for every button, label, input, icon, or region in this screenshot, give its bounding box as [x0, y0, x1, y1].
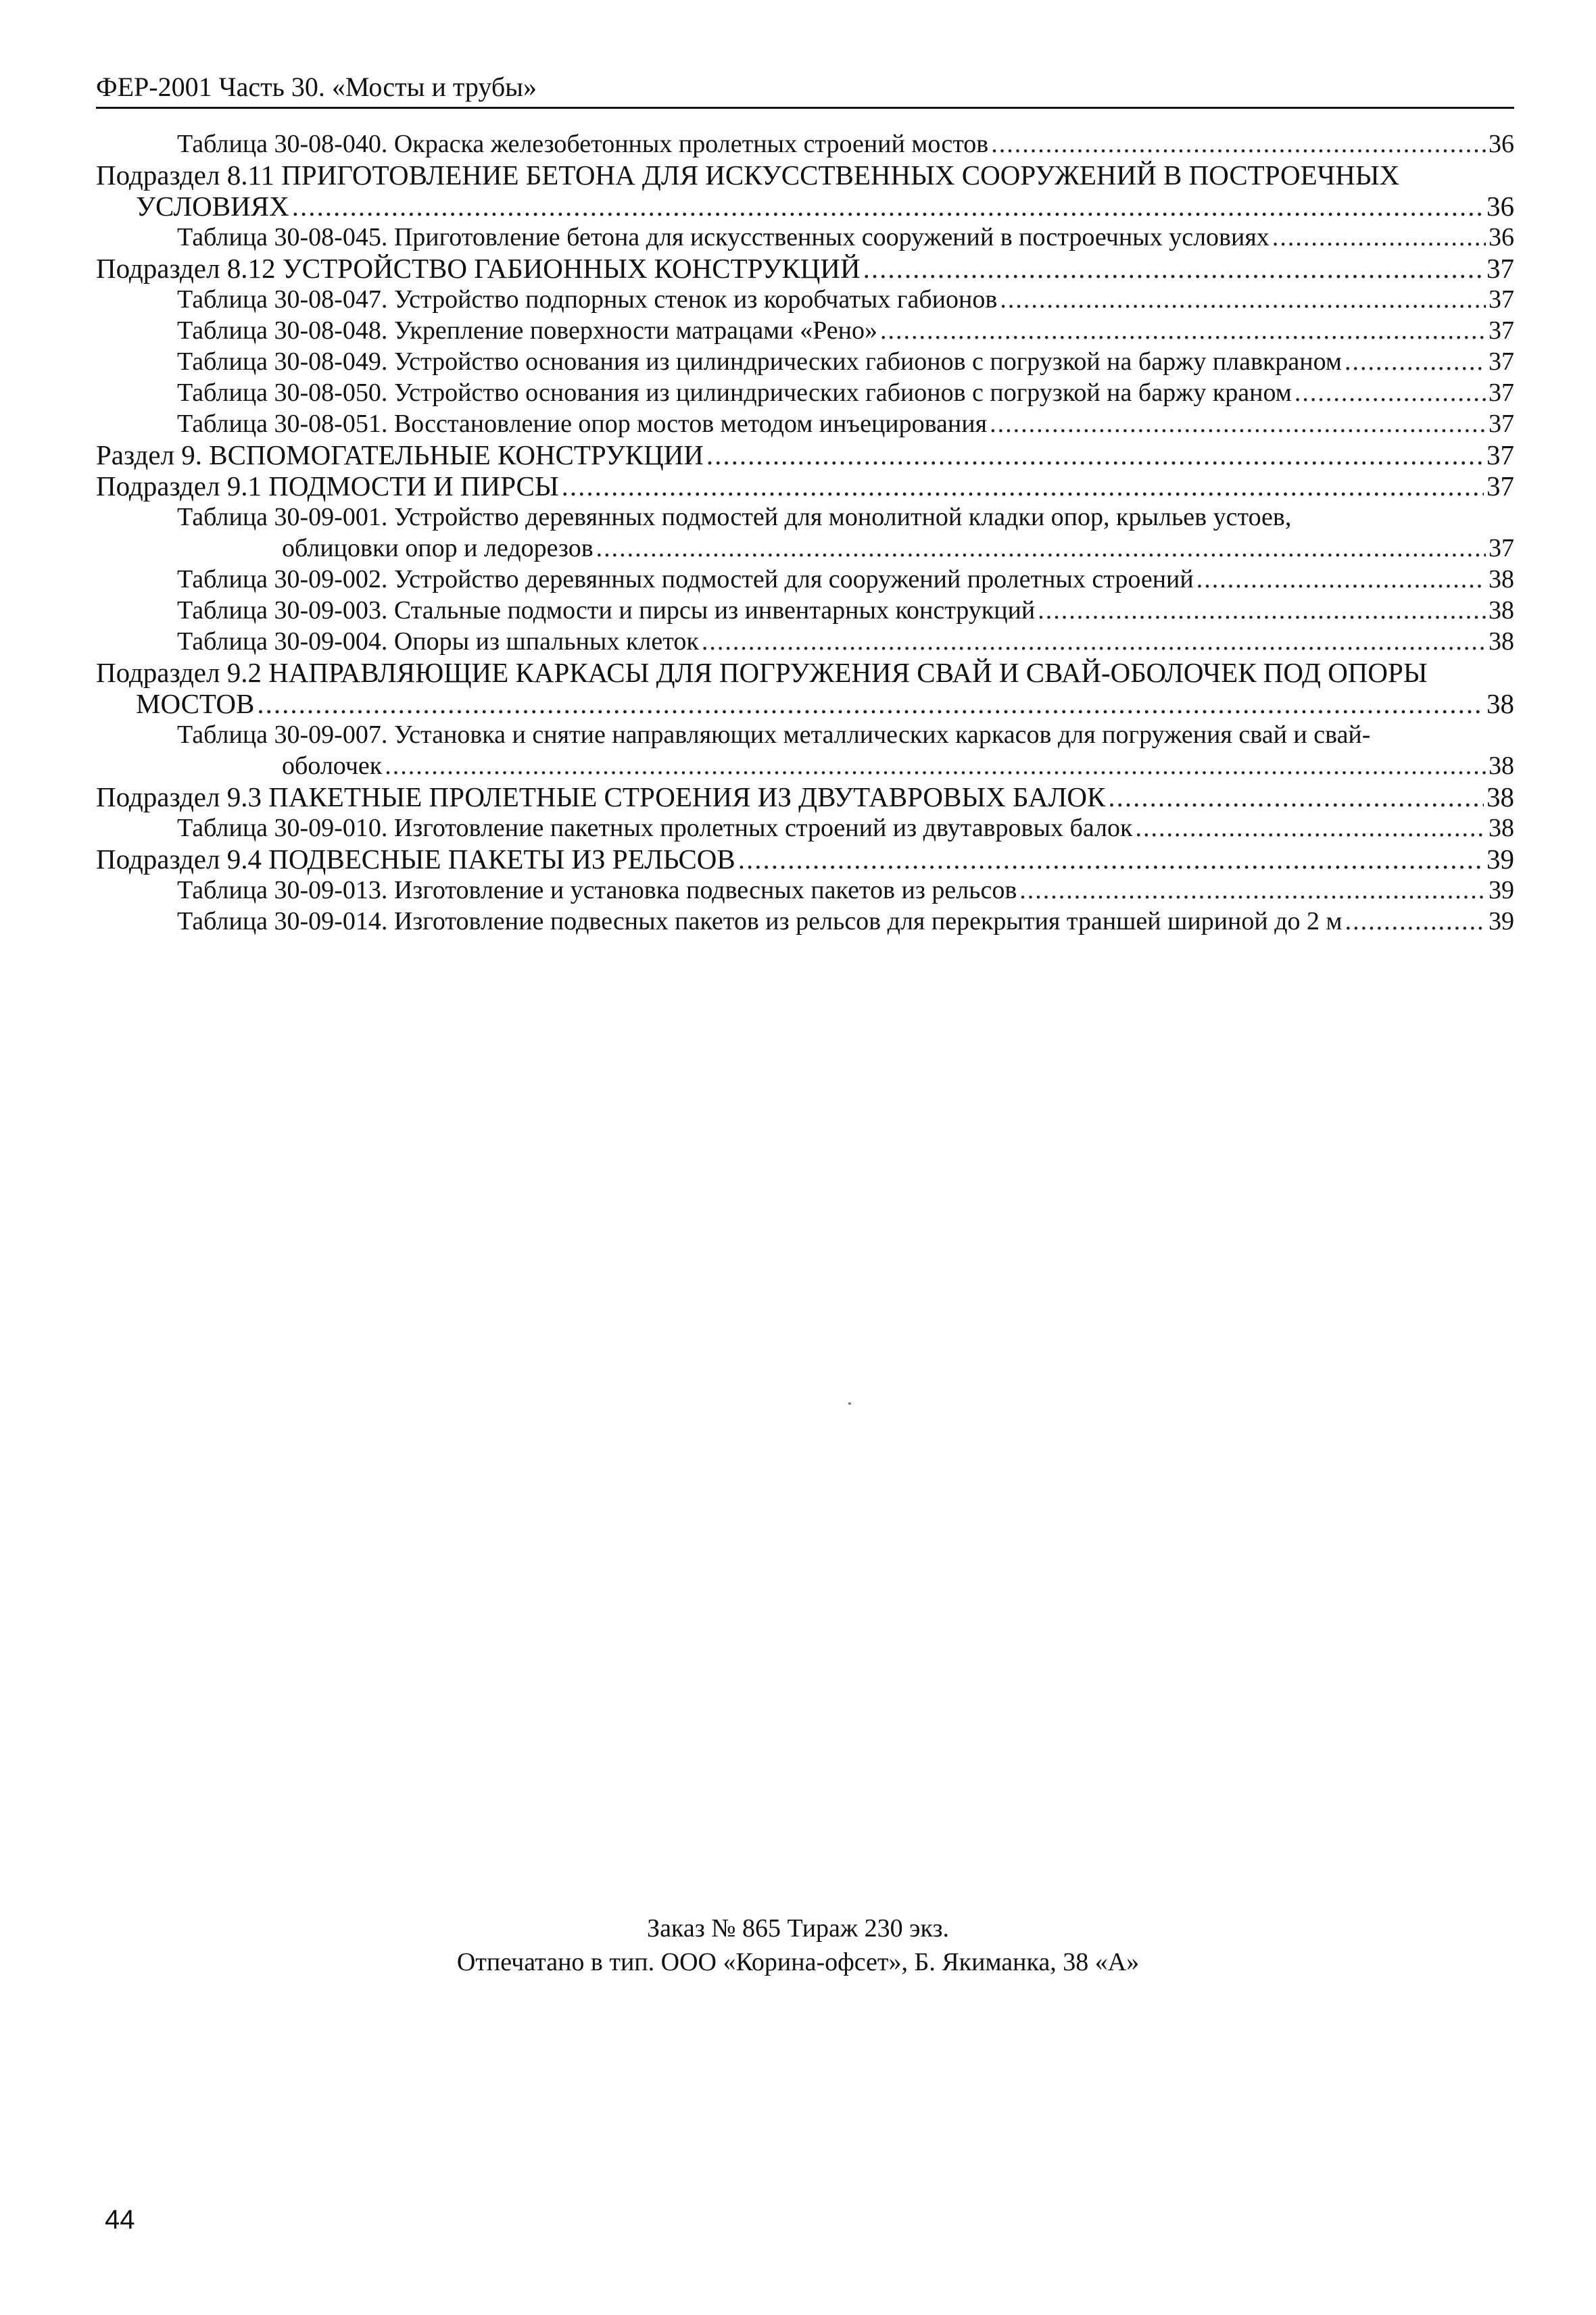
toc-section-entry: [96, 439, 1514, 470]
toc-page-number: 38: [1489, 565, 1514, 593]
toc-line: [96, 626, 1514, 657]
toc-entry-title: Подраздел 9.2 НАПРАВЛЯЮЩИЕ КАРКАСЫ ДЛЯ ПОГРУЖЕНИЯ СВАЙ И СВАЙ-ОБОЛОЧЕК ПОД ОПОРЫ: [96, 657, 1428, 688]
dot-leader: [738, 844, 1484, 875]
toc-line: [96, 253, 1514, 284]
toc-table-entry: [96, 906, 1514, 937]
dot-leader: [292, 191, 1484, 222]
toc-section-entry: [96, 657, 1514, 719]
toc-entry-title: Таблица 30-08-045. Приготовление бетона для искусственных сооружений в построечных условиях: [177, 223, 1269, 251]
toc-entry-title: Таблица 30-08-048. Укрепление поверхности матрацами «Рено»: [177, 316, 877, 345]
dot-leader: [1272, 222, 1486, 253]
dot-leader: [1038, 595, 1486, 626]
toc-page-number: 39: [1489, 907, 1514, 935]
toc-entry-title: Таблица 30-08-040. Окраска железобетонных пролетных строений мостов: [177, 130, 989, 158]
toc-line: [96, 875, 1514, 906]
toc-line: [96, 844, 1514, 875]
dot-leader: [596, 533, 1486, 564]
toc-line: [96, 812, 1514, 844]
toc-line: [96, 719, 1514, 750]
imprint: [0, 1911, 1596, 1979]
toc-entry-title: Таблица 30-08-049. Устройство основания из цилиндрических габионов с погрузкой на баржу плавкраном: [177, 347, 1342, 376]
toc-section-entry: [96, 781, 1514, 812]
toc-table-entry: [96, 315, 1514, 346]
dot-leader: [385, 750, 1486, 781]
toc-entry-title: УСЛОВИЯХ: [136, 191, 289, 222]
toc-entry-title: Таблица 30-09-014. Изготовление подвесных пакетов из рельсов для перекрытия траншей шириной до 2 м: [177, 907, 1343, 935]
toc-table-entry: [96, 284, 1514, 315]
toc-line: [96, 284, 1514, 315]
dot-leader: [706, 439, 1484, 470]
toc-line: [96, 750, 1514, 781]
toc-page-number: 37: [1489, 347, 1514, 376]
toc-entry-title: Таблица 30-09-003. Стальные подмости и пирсы из инвентарных конструкций: [177, 596, 1036, 625]
toc-entry-title: Подраздел 9.3 ПАКЕТНЫЕ ПРОЛЕТНЫЕ СТРОЕНИЯ ИЗ ДВУТАВРОВЫХ БАЛОК: [96, 781, 1106, 812]
toc-page-number: 38: [1489, 627, 1514, 656]
dot-leader: [880, 315, 1486, 346]
toc-table-entry: [96, 502, 1514, 564]
toc-page-number: 38: [1486, 781, 1514, 812]
scan-speck: [848, 1403, 851, 1405]
toc-entry-title: Таблица 30-09-013. Изготовление и установка подвесных пакетов из рельсов: [177, 876, 1017, 904]
toc-page-number: 37: [1486, 439, 1514, 470]
toc-page-number: 37: [1489, 316, 1514, 345]
table-of-contents: [96, 128, 1514, 937]
toc-line: [96, 533, 1514, 564]
toc-line: [96, 470, 1514, 502]
toc-page-number: 37: [1489, 379, 1514, 407]
dot-leader: [991, 128, 1486, 160]
toc-entry-title: Подраздел 8.12 УСТРОЙСТВО ГАБИОННЫХ КОНСТРУКЦИЙ: [96, 253, 861, 284]
toc-entry-title: Таблица 30-08-047. Устройство подпорных стенок из коробчатых габионов: [177, 285, 998, 314]
toc-table-entry: [96, 564, 1514, 595]
imprint-order-line: Заказ № 865 Тираж 230 экз.: [647, 1914, 949, 1943]
toc-section-entry: [96, 253, 1514, 284]
toc-page-number: 38: [1489, 752, 1514, 780]
toc-section-entry: [96, 844, 1514, 875]
toc-table-entry: [96, 377, 1514, 408]
toc-entry-title: оболочек: [282, 752, 383, 780]
toc-page-number: 38: [1489, 596, 1514, 625]
toc-entry-title: Подраздел 8.11 ПРИГОТОВЛЕНИЕ БЕТОНА ДЛЯ ИСКУССТВЕННЫХ СООРУЖЕНИЙ В ПОСТРОЕЧНЫХ: [96, 160, 1400, 191]
toc-line: [96, 657, 1514, 688]
toc-table-entry: [96, 346, 1514, 377]
toc-entry-title: Подраздел 9.1 ПОДМОСТИ И ПИРСЫ: [96, 470, 559, 502]
toc-page-number: 36: [1489, 130, 1514, 158]
dot-leader: [1108, 781, 1484, 812]
toc-page-number: 37: [1489, 534, 1514, 562]
toc-line: [96, 564, 1514, 595]
toc-page-number: 37: [1486, 253, 1514, 284]
toc-line: [96, 346, 1514, 377]
toc-entry-title: МОСТОВ: [136, 688, 255, 719]
toc-table-entry: [96, 222, 1514, 253]
toc-table-entry: [96, 626, 1514, 657]
toc-line: [96, 906, 1514, 937]
toc-entry-title: Таблица 30-09-002. Устройство деревянных подмостей для сооружений пролетных строений: [177, 565, 1194, 593]
toc-line: [96, 688, 1514, 719]
toc-line: [96, 502, 1514, 533]
toc-entry-title: Таблица 30-09-010. Изготовление пакетных пролетных строений из двутавровых балок: [177, 814, 1133, 842]
toc-page-number: 38: [1489, 814, 1514, 842]
toc-table-entry: [96, 875, 1514, 906]
toc-table-entry: [96, 812, 1514, 844]
toc-table-entry: [96, 408, 1514, 439]
toc-entry-title: Подраздел 9.4 ПОДВЕСНЫЕ ПАКЕТЫ ИЗ РЕЛЬСОВ: [96, 844, 735, 875]
toc-line: [96, 128, 1514, 160]
toc-line: [96, 191, 1514, 222]
toc-line: [96, 439, 1514, 470]
toc-entry-title: облицовки опор и ледорезов: [282, 534, 594, 562]
dot-leader: [1196, 564, 1486, 595]
toc-line: [96, 781, 1514, 812]
dot-leader: [257, 688, 1484, 719]
dot-leader: [990, 408, 1486, 439]
toc-page-number: 39: [1486, 844, 1514, 875]
toc-page-number: 36: [1486, 191, 1514, 222]
toc-line: [96, 377, 1514, 408]
toc-page-number: 38: [1486, 688, 1514, 719]
dot-leader: [1135, 812, 1486, 844]
toc-section-entry: [96, 470, 1514, 502]
toc-table-entry: [96, 595, 1514, 626]
toc-entry-title: Таблица 30-09-001. Устройство деревянных подмостей для монолитной кладки опор, крыльев устоев,: [177, 503, 1292, 531]
running-header: [96, 70, 1514, 109]
page-number: 44: [105, 2205, 135, 2235]
dot-leader: [1019, 875, 1486, 906]
dot-leader: [1295, 377, 1486, 408]
dot-leader: [863, 253, 1484, 284]
toc-line: [96, 315, 1514, 346]
toc-line: [96, 160, 1514, 191]
toc-section-entry: [96, 160, 1514, 222]
imprint-printer-line: Отпечатано в тип. ООО «Корина-офсет», Б. Якиманка, 38 «А»: [456, 1948, 1140, 1976]
dot-leader: [562, 470, 1484, 502]
toc-page-number: 39: [1489, 876, 1514, 904]
toc-table-entry: [96, 719, 1514, 781]
toc-line: [96, 222, 1514, 253]
toc-table-entry: [96, 128, 1514, 160]
header-title: ФЕР-2001 Часть 30. «Мосты и трубы»: [96, 72, 537, 102]
toc-entry-title: Таблица 30-08-051. Восстановление опор мостов методом инъецирования: [177, 410, 988, 438]
toc-entry-title: Таблица 30-09-004. Опоры из шпальных клеток: [177, 627, 699, 656]
toc-line: [96, 408, 1514, 439]
dot-leader: [702, 626, 1486, 657]
toc-entry-title: Таблица 30-08-050. Устройство основания из цилиндрических габионов с погрузкой на баржу краном: [177, 379, 1292, 407]
dot-leader: [1000, 284, 1486, 315]
dot-leader: [1345, 906, 1486, 937]
toc-line: [96, 595, 1514, 626]
toc-page-number: 37: [1489, 410, 1514, 438]
toc-page-number: 36: [1489, 223, 1514, 251]
toc-page-number: 37: [1486, 470, 1514, 502]
toc-page-number: 37: [1489, 285, 1514, 314]
dot-leader: [1345, 346, 1486, 377]
toc-entry-title: Таблица 30-09-007. Установка и снятие направляющих металлических каркасов для погружения свай и свай-: [177, 721, 1371, 749]
toc-entry-title: Раздел 9. ВСПОМОГАТЕЛЬНЫЕ КОНСТРУКЦИИ: [96, 439, 704, 470]
